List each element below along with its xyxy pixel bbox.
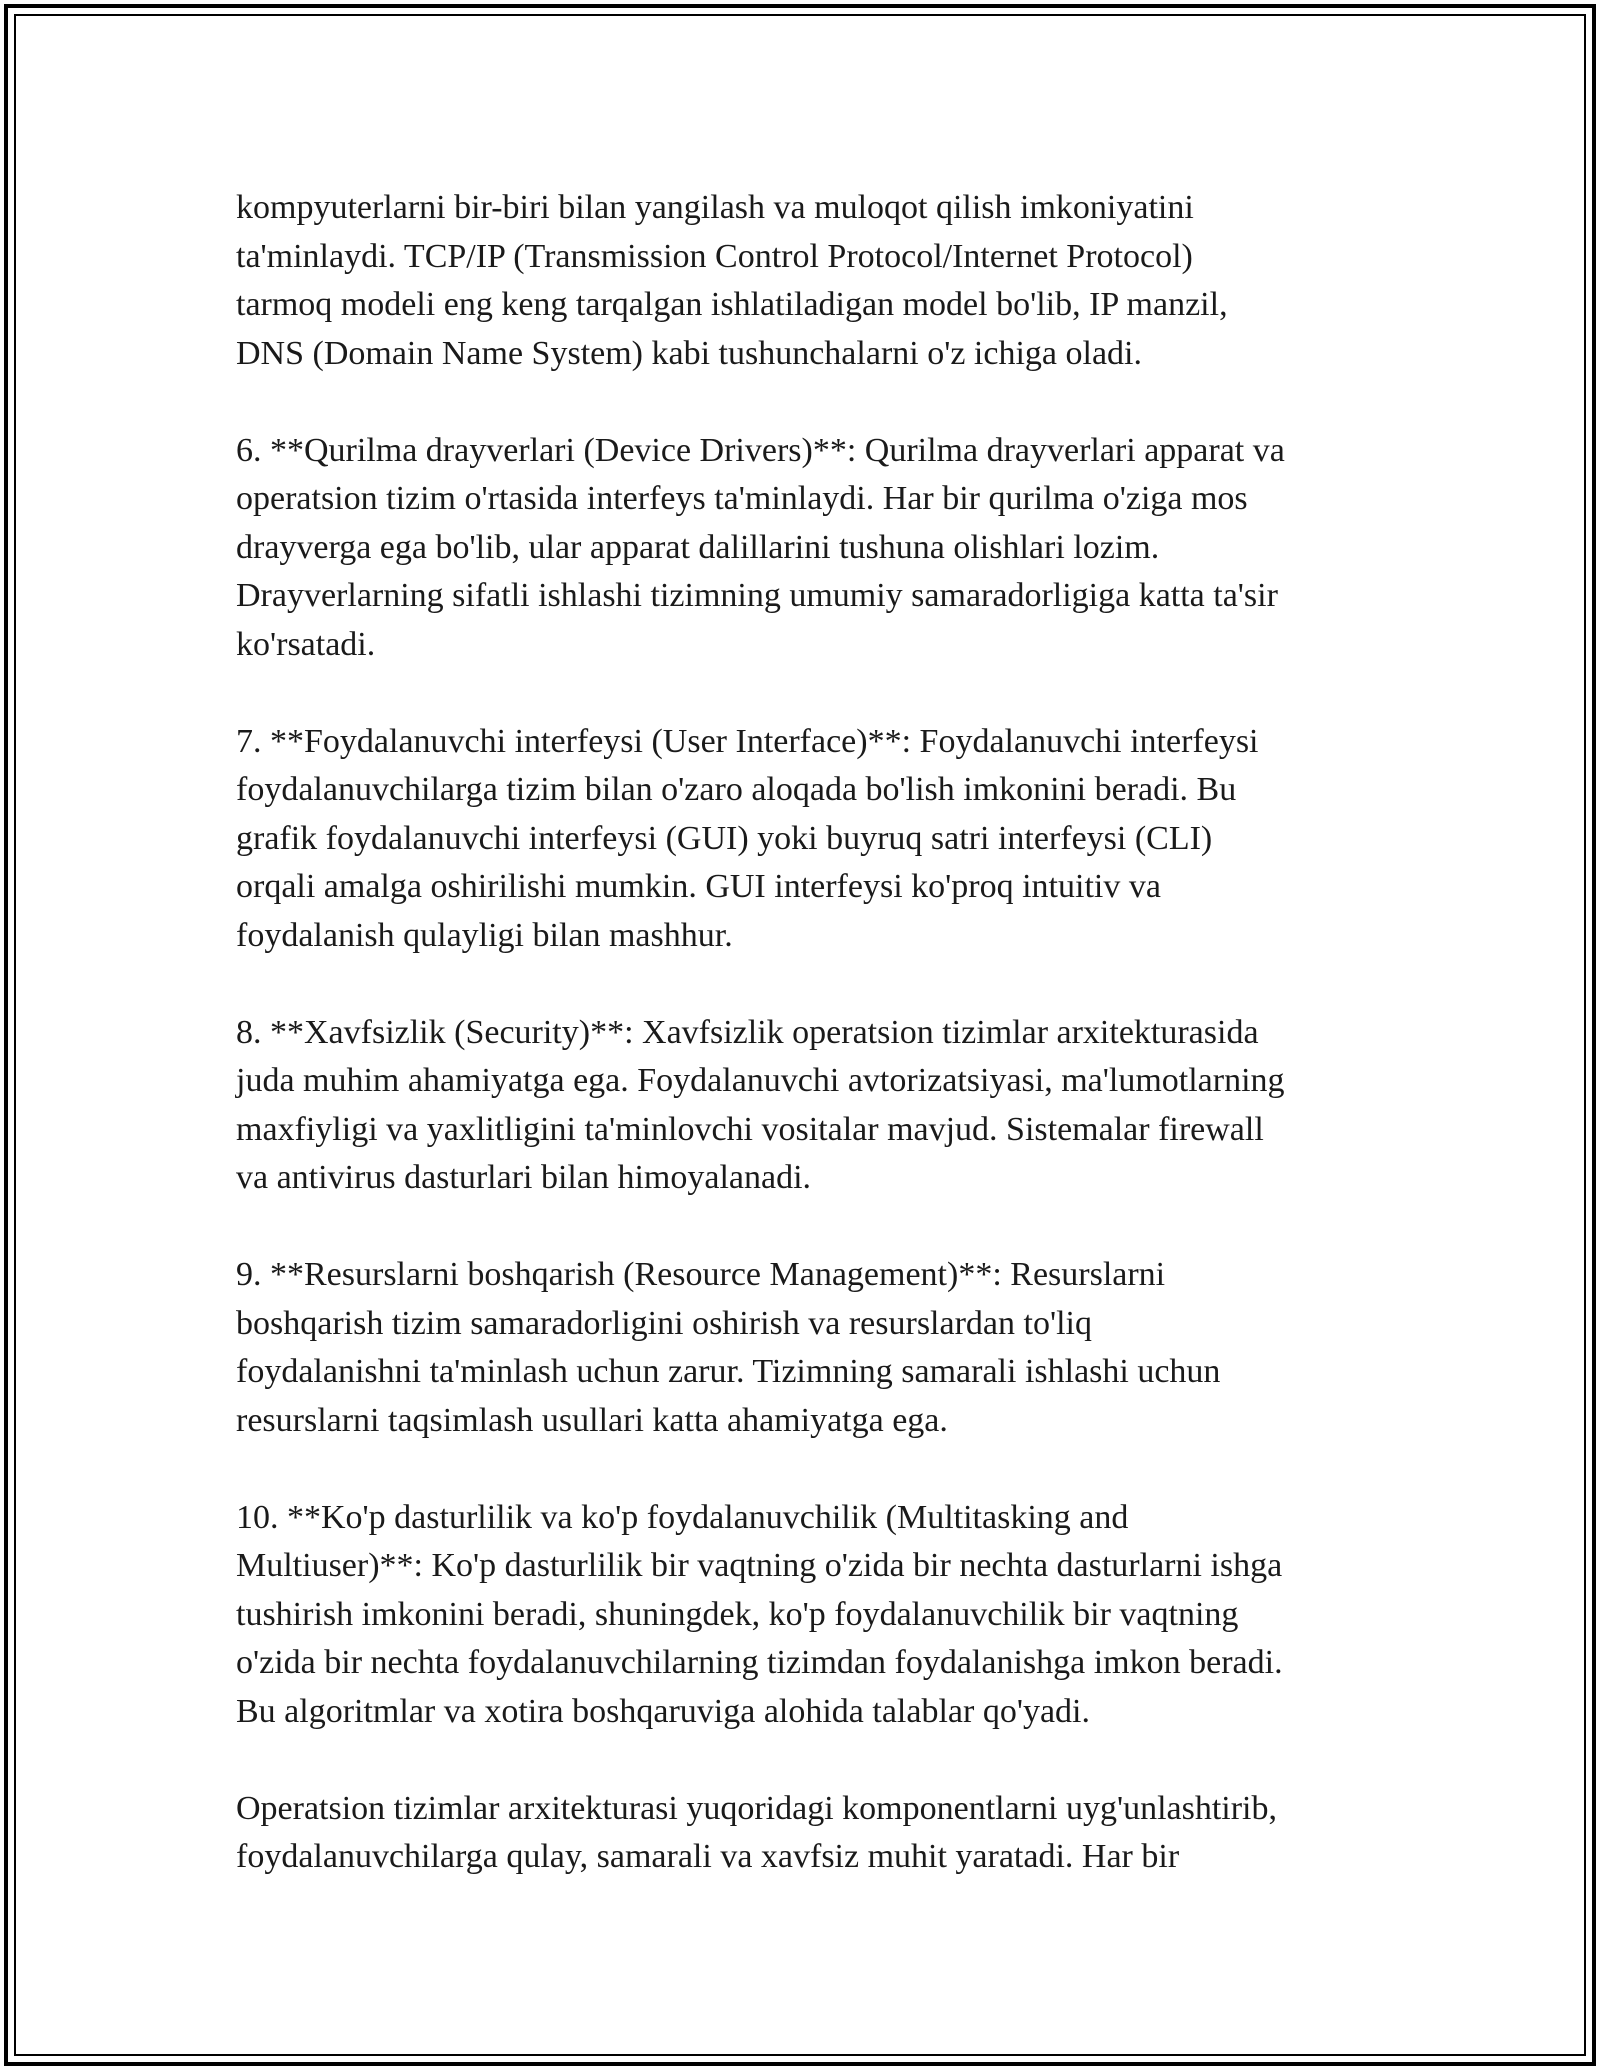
document-body bbox=[236, 184, 1386, 1930]
paragraph-security: 8. **Xavfsizlik (Security)**: Xavfsizlik operatsion tizimlar arxitekturasida juda muhim ahamiyatga ega. Foydalanuvchi avtorizatsiyasi, ma'lumotlarning maxfiyligi va yaxlitligini ta'minlovchi vositalar mavjud. Sistemalar firewall va antivirus dasturlari bilan himoyalanadi. bbox=[236, 1013, 1285, 1196]
paragraph-multitasking: 10. **Ko'p dasturlilik va ko'p foydalanuvchilik (Multitasking and Multiuser)**: Ko'p dasturlilik bir vaqtning o'zida bir nechta dasturlarni ishga tushirish imkonini beradi, shuningdek, ko'p foydalanuvchilik bir vaqtning o'zida bir nechta foydalanuvchilarning tizimdan foydalanishga imkon beradi. Bu algoritmlar va xotira boshqaruviga alohida talablar qo'yadi. bbox=[236, 1498, 1283, 1730]
paragraph-conclusion: Operatsion tizimlar arxitekturasi yuqoridagi komponentlarni uyg'unlashtirib, foydalanuvchilarga qulay, samarali va xavfsiz muhit yaratadi. Har bir bbox=[236, 1789, 1278, 1875]
paragraph-resource-management: 9. **Resurslarni boshqarish (Resource Management)**: Resurslarni boshqarish tizim samaradorligini oshirish va resurslardan to'liq foydalanishni ta'minlash uchun zarur. Tizimning samarali ishlashi uchun resurslarni taqsimlash usullari katta ahamiyatga ega. bbox=[236, 1256, 1221, 1439]
paragraph-user-interface: 7. **Foydalanuvchi interfeysi (User Interface)**: Foydalanuvchi interfeysi foydalanuvchilarga tizim bilan o'zaro aloqada bo'lish imkonini beradi. Bu grafik foydalanuvchi interfeysi (GUI) yoki buyruq satri interfeysi (CLI) orqali amalga oshirilishi mumkin. GUI interfeysi ko'proq intuitiv va foydalanish qulayligi bilan mashhur. bbox=[236, 722, 1259, 954]
paragraph-device-drivers: 6. **Qurilma drayverlari (Device Drivers)**: Qurilma drayverlari apparat va operatsion tizim o'rtasida interfeys ta'minlaydi. Har bir qurilma o'ziga mos drayverga ega bo'lib, ular apparat dalillarini tushuna olishlari lozim. Drayverlarning sifatli ishlashi tizimning umumiy samaradorligiga katta ta'sir ko'rsatadi. bbox=[236, 431, 1285, 663]
paragraph-networking-continuation: kompyuterlarni bir-biri bilan yangilash va muloqot qilish imkoniyatini ta'minlaydi. TCP/IP (Transmission Control Protocol/Internet Protocol) tarmoq modeli eng keng tarqalgan ishlatiladigan model bo'lib, IP manzil, DNS (Domain Name System) kabi tushunchalarni o'z ichiga oladi. bbox=[236, 189, 1228, 372]
